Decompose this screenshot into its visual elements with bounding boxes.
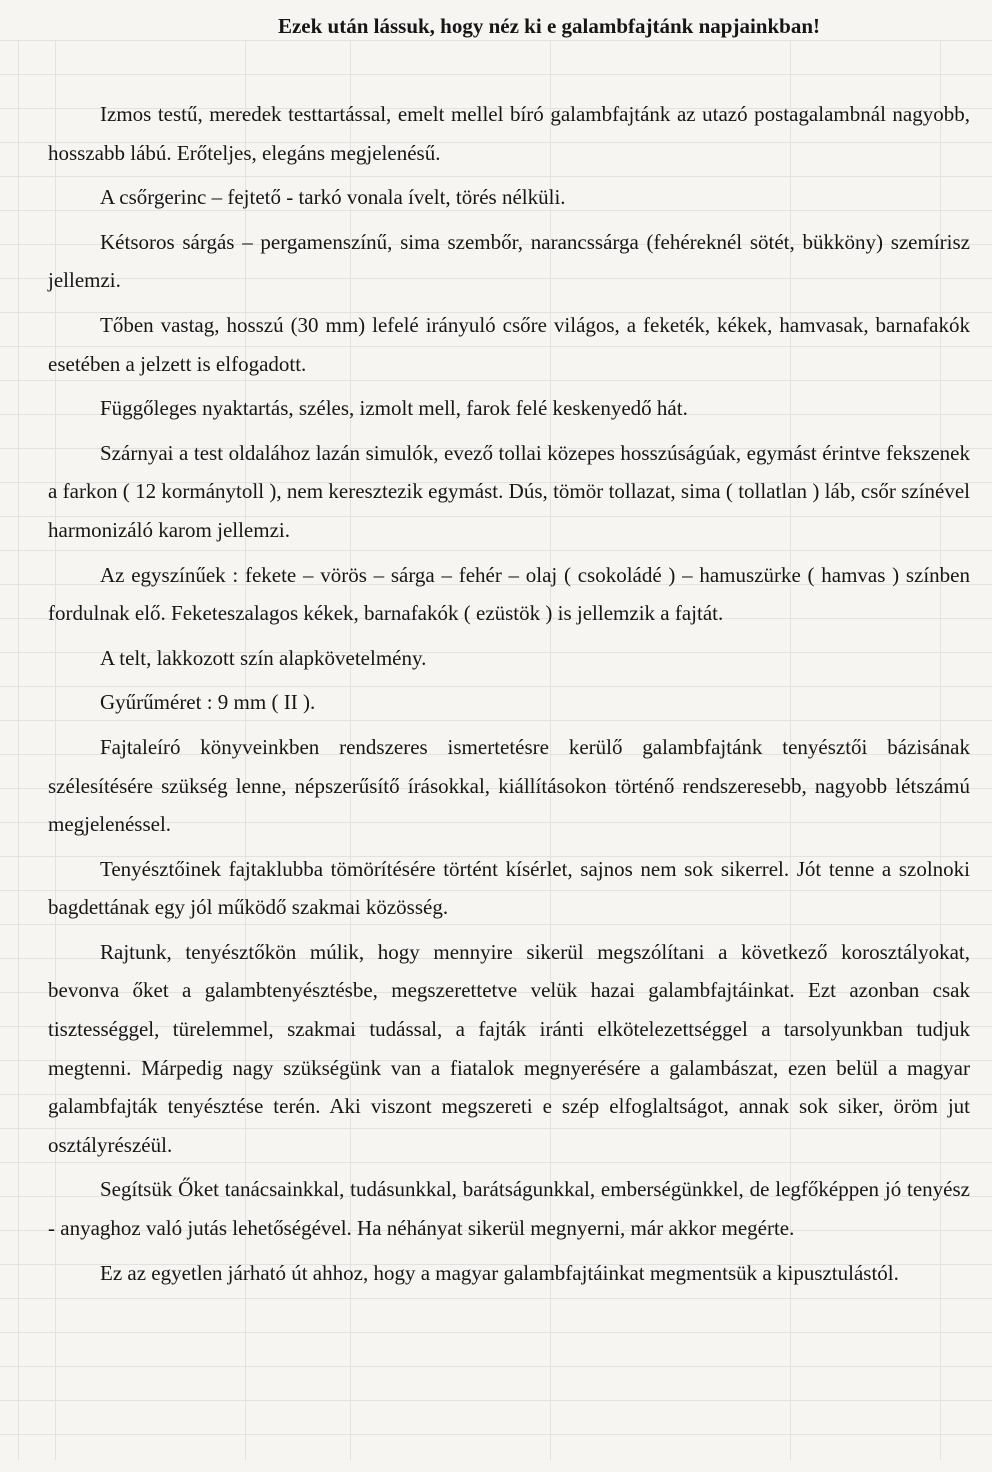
- page-title: Ezek után lássuk, hogy néz ki e galambfajtánk napjainkban!: [277, 14, 821, 38]
- paragraph-6: Szárnyai a test oldalához lazán simulók, evező tollai közepes hosszúságúak, egymást érintve fekszenek a farkon ( 12 kormánytoll ), nem keresztezik egymást. Dús, tömör tollazat, sima ( tollatlan ) láb, csőr színével harmonizáló karom jellemzi.: [48, 440, 970, 542]
- paragraph-14: Ez az egyetlen járható út ahhoz, hogy a magyar galambfajtáinkat megmentsük a kipusztulástól.: [100, 1260, 899, 1285]
- document-page: [48, 14, 970, 1298]
- paragraph-4: Tőben vastag, hosszú (30 mm) lefelé irányuló csőre világos, a feketék, kékek, hamvasak, barnafakók esetében a jelzett is elfogadott.: [48, 312, 970, 376]
- paragraph-2: A csőrgerinc – fejtető - tarkó vonala ívelt, törés nélküli.: [100, 185, 566, 210]
- paragraph-9: Gyűrűméret : 9 mm ( II ).: [100, 690, 316, 715]
- paragraph-3: Kétsoros sárgás – pergamenszínű, sima szembőr, narancssárga (fehéreknél sötét, bükköny) szemírisz jellemzi.: [48, 229, 970, 293]
- paragraph-5: Függőleges nyaktartás, széles, izmolt mell, farok felé keskenyedő hát.: [100, 396, 688, 421]
- bleed-row-line: [0, 1332, 992, 1333]
- paragraph-8: A telt, lakkozott szín alapkövetelmény.: [100, 645, 427, 670]
- bleed-row-line: [0, 1400, 992, 1401]
- paragraph-13: Segítsük Őket tanácsainkkal, tudásunkkal, barátságunkkal, emberségünkkel, de legfőképpen jó tenyész - anyaghoz való jutás lehetőségével. Ha néhányat sikerül megnyerni, már akkor megérte.: [48, 1177, 970, 1241]
- paragraph-1: Izmos testű, meredek testtartással, emelt mellel bíró galambfajtánk az utazó postagalambnál nagyobb, hosszabb lábú. Erőteljes, elegáns megjelenésű.: [48, 102, 970, 165]
- paragraph-7: Az egyszínűek : fekete – vörös – sárga – fehér – olaj ( csokoládé ) – hamuszürke ( hamvas ) színben fordulnak elő. Feketeszalagos kékek, barnafakók ( ezüstök ) is jellemzik a fajtát.: [48, 562, 970, 626]
- paragraph-10: Fajtaleíró könyveinkben rendszeres ismertetésre kerülő galambfajtánk tenyésztői bázisának szélesítésére szükség lenne, népszerűsítő írásokkal, kiállításokon történő rendszeresebb, nagyobb létszámú megjelenéssel.: [48, 734, 970, 837]
- paragraph-11: Tenyésztőinek fajtaklubba tömörítésére történt kísérlet, sajnos nem sok sikerrel. Jót tenne a szolnoki bagdettának egy jól működő szakmai közösség.: [48, 856, 970, 920]
- body-text: [48, 95, 970, 1292]
- bleed-row-line: [0, 1366, 992, 1367]
- bleed-column-line: [18, 40, 19, 1460]
- bleed-row-line: [0, 1434, 992, 1435]
- paragraph-12: Rajtunk, tenyésztőkön múlik, hogy mennyire sikerül megszólítani a következő korosztályokat, bevonva őket a galambtenyésztésbe, megszerettetve velük hazai galambfajtáinkat. Ezt azonban csak tisztességgel, türelemmel, szakmai tudással, a fajták iránti elkötelezettséggel a tarsolyunkban tudjuk megtenni. Márpedig nagy szükségünk van a fiatalok megnyerésére a galambászat, ezen belül a magyar galambfajták tenyésztése terén. Aki viszont megszereti e szép elfoglaltságot, annak sok siker, öröm jut osztályrészéül.: [48, 939, 970, 1157]
